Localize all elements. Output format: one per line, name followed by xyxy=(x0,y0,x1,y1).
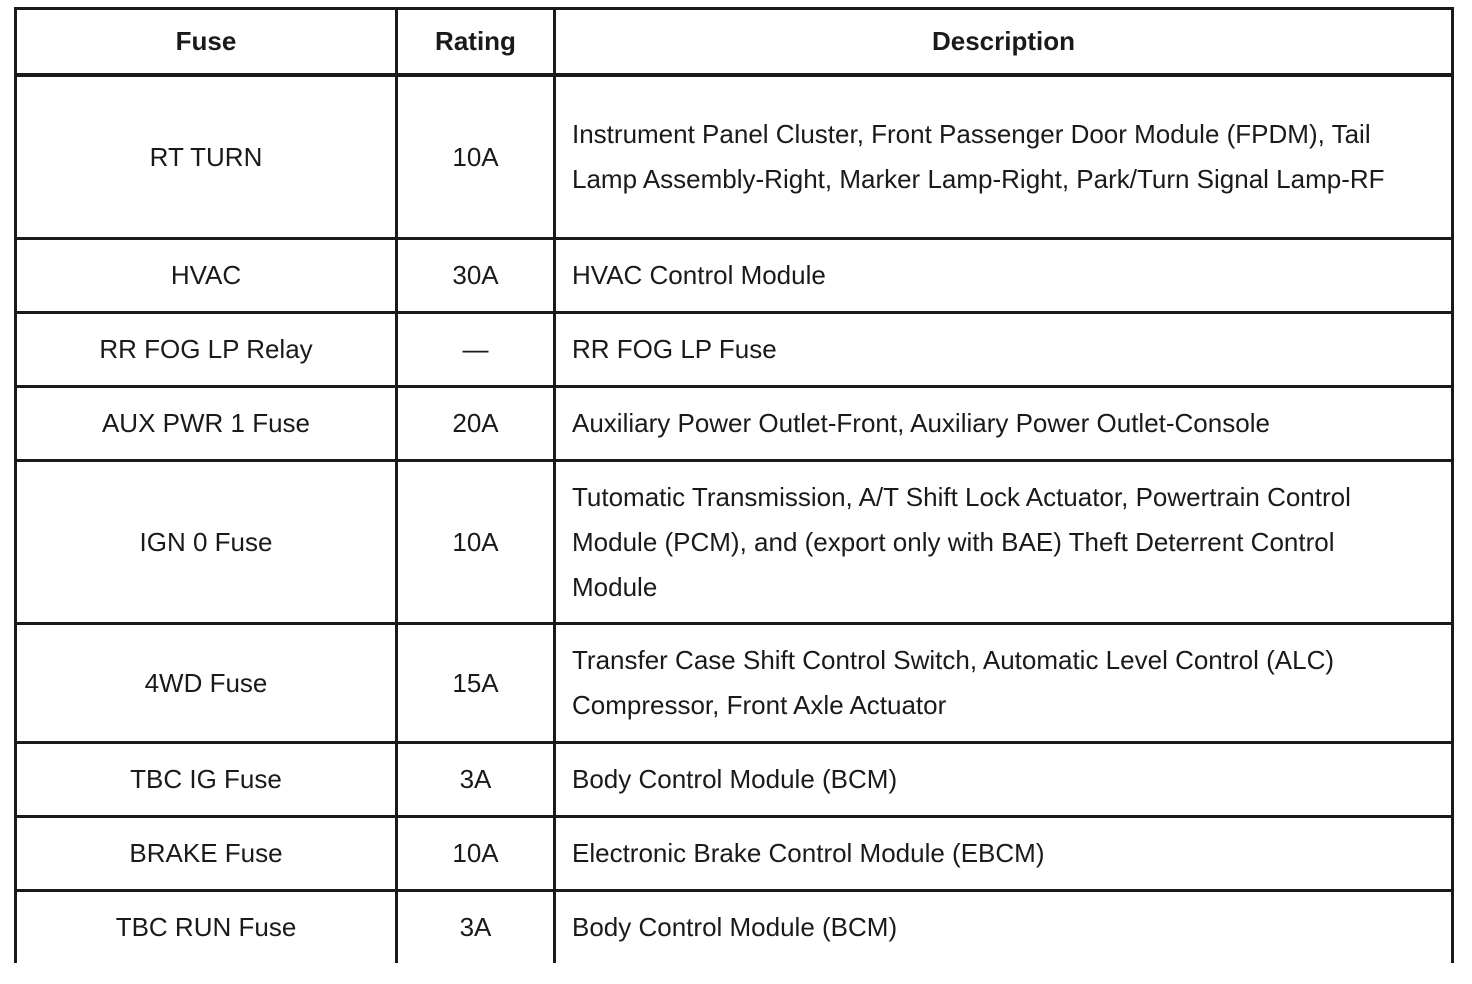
table-row xyxy=(16,387,1453,461)
rating-cell: 10A xyxy=(397,75,555,239)
table-row xyxy=(16,461,1453,624)
header-fuse: Fuse xyxy=(16,9,397,76)
table-row xyxy=(16,891,1453,964)
description-cell: Body Control Module (BCM) xyxy=(555,891,1453,964)
header-rating: Rating xyxy=(397,9,555,76)
fuse-cell: TBC RUN Fuse xyxy=(16,891,397,964)
description-cell: Body Control Module (BCM) xyxy=(555,743,1453,817)
table-row xyxy=(16,743,1453,817)
rating-cell: 15A xyxy=(397,624,555,743)
fuse-cell: AUX PWR 1 Fuse xyxy=(16,387,397,461)
fuse-table xyxy=(14,7,1454,963)
fuse-cell: HVAC xyxy=(16,239,397,313)
rating-cell: 20A xyxy=(397,387,555,461)
header-row xyxy=(16,9,1453,76)
rating-cell: 10A xyxy=(397,461,555,624)
description-cell: Instrument Panel Cluster, Front Passenger Door Module (FPDM), Tail Lamp Assembly-Right, Marker Lamp-Right, Park/Turn Signal Lamp-RF xyxy=(555,75,1453,239)
table-header xyxy=(16,9,1453,76)
description-cell: Auxiliary Power Outlet-Front, Auxiliary Power Outlet-Console xyxy=(555,387,1453,461)
rating-cell: 3A xyxy=(397,891,555,964)
rating-cell: 3A xyxy=(397,743,555,817)
fuse-cell: TBC IG Fuse xyxy=(16,743,397,817)
rating-cell: 10A xyxy=(397,817,555,891)
table-row xyxy=(16,313,1453,387)
table-body xyxy=(16,75,1453,963)
rating-cell: 30A xyxy=(397,239,555,313)
fuse-cell: BRAKE Fuse xyxy=(16,817,397,891)
description-cell: Electronic Brake Control Module (EBCM) xyxy=(555,817,1453,891)
fuse-cell: IGN 0 Fuse xyxy=(16,461,397,624)
table-row xyxy=(16,239,1453,313)
table-row xyxy=(16,817,1453,891)
description-cell: Tutomatic Transmission, A/T Shift Lock Actuator, Powertrain Control Module (PCM), and (export only with BAE) Theft Deterrent Control Module xyxy=(555,461,1453,624)
fuse-cell: RT TURN xyxy=(16,75,397,239)
description-cell: HVAC Control Module xyxy=(555,239,1453,313)
fuse-cell: 4WD Fuse xyxy=(16,624,397,743)
table-row xyxy=(16,624,1453,743)
description-cell: Transfer Case Shift Control Switch, Automatic Level Control (ALC) Compressor, Front Axle Actuator xyxy=(555,624,1453,743)
table-row xyxy=(16,75,1453,239)
description-cell: RR FOG LP Fuse xyxy=(555,313,1453,387)
rating-cell: — xyxy=(397,313,555,387)
header-description: Description xyxy=(555,9,1453,76)
fuse-cell: RR FOG LP Relay xyxy=(16,313,397,387)
